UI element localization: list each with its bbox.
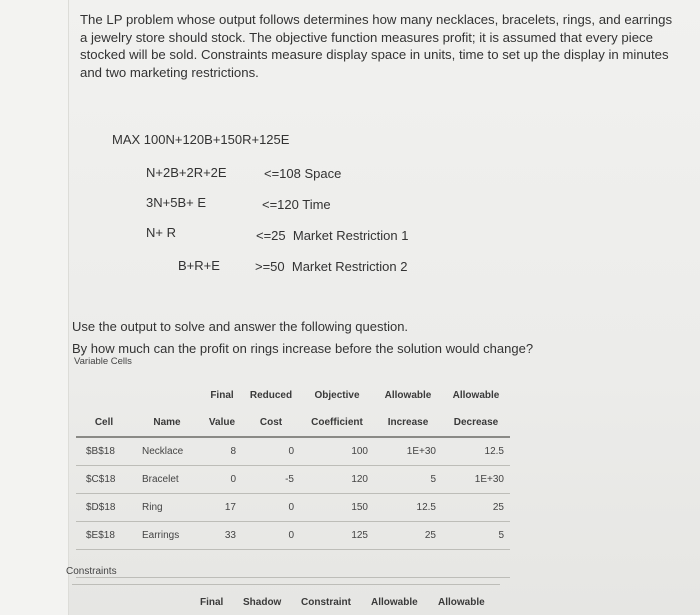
constraint-rhs: <=108 Space [264,166,342,181]
constraint-rhs: <=25 Market Restriction 1 [256,228,409,243]
column-header: Coefficient [300,409,374,437]
allowable-increase: 5 [374,466,442,494]
objective-coefficient: 100 [300,437,374,466]
table-row-empty [76,550,510,578]
constraint-lhs: B+R+E [178,258,220,273]
final-value: 8 [202,437,242,466]
column-header: Allowable [438,597,485,608]
allowable-decrease: 5 [442,522,510,550]
page-margin [0,0,69,615]
constraint-lhs: N+2B+2R+2E [146,165,227,180]
item-name: Necklace [132,437,202,466]
question-line-2: By how much can the profit on rings increase before the solution would change? [72,341,534,356]
item-name: Earrings [132,522,202,550]
table-header-row [76,382,510,409]
cell-ref: $B$18 [76,437,132,466]
table-row [76,437,510,466]
column-header: Name [132,409,202,437]
reduced-cost: -5 [242,466,300,494]
constraint-rhs: <=120 Time [262,197,331,212]
column-header: Cost [242,409,300,437]
column-header: Reduced [249,390,293,401]
final-value: 33 [202,522,242,550]
objective-function: MAX 100N+120B+150R+125E [112,132,290,147]
column-header: Increase [374,409,442,437]
item-name: Ring [132,494,202,522]
constraint-lhs: 3N+5B+ E [146,195,206,210]
final-value: 0 [202,466,242,494]
objective-coefficient: 125 [300,522,374,550]
objective-coefficient: 120 [300,466,374,494]
problem-intro: The LP problem whose output follows determines how many necklaces, bracelets, rings, and earrings a jewelry store should stock. The objective function measures profit; it is assumed that every piece stocked will be sold. Constraints measure display space in units, time to set up the display in minutes and two marketing restrictions. [80,12,673,80]
objective-coefficient: 150 [300,494,374,522]
constraints-label: Constraints [66,566,117,577]
column-header: Allowable [452,390,500,401]
item-name: Bracelet [132,466,202,494]
column-header: Decrease [442,409,510,437]
column-header: Constraint [301,597,351,608]
cell-ref: $C$18 [76,466,132,494]
column-header: Cell [76,409,132,437]
constraint-lhs: N+ R [146,225,176,240]
variable-cells-label: Variable Cells [74,356,132,367]
cell-ref: $E$18 [76,522,132,550]
final-value: 17 [202,494,242,522]
column-header: Final [200,597,224,608]
allowable-increase: 25 [374,522,442,550]
table-row [76,494,510,522]
allowable-decrease: 25 [442,494,510,522]
allowable-decrease: 1E+30 [442,466,510,494]
column-header [76,382,132,409]
variable-cells-table [76,382,510,578]
reduced-cost: 0 [242,522,300,550]
table-row [76,522,510,550]
cell-ref: $D$18 [76,494,132,522]
question-line-1: Use the output to solve and answer the following question. [72,319,409,334]
column-header: Shadow [243,597,282,608]
table-header-row [76,409,510,437]
column-header: Allowable [371,597,418,608]
column-header: Objective [314,390,360,401]
column-header [132,382,202,409]
column-header: Allowable [384,390,432,401]
constraint-rhs: >=50 Market Restriction 2 [255,259,408,274]
allowable-increase: 1E+30 [374,437,442,466]
column-header: Final [210,390,234,401]
divider [72,584,500,585]
column-header: Value [202,409,242,437]
table-row [76,466,510,494]
reduced-cost: 0 [242,494,300,522]
allowable-increase: 12.5 [374,494,442,522]
reduced-cost: 0 [242,437,300,466]
allowable-decrease: 12.5 [442,437,510,466]
